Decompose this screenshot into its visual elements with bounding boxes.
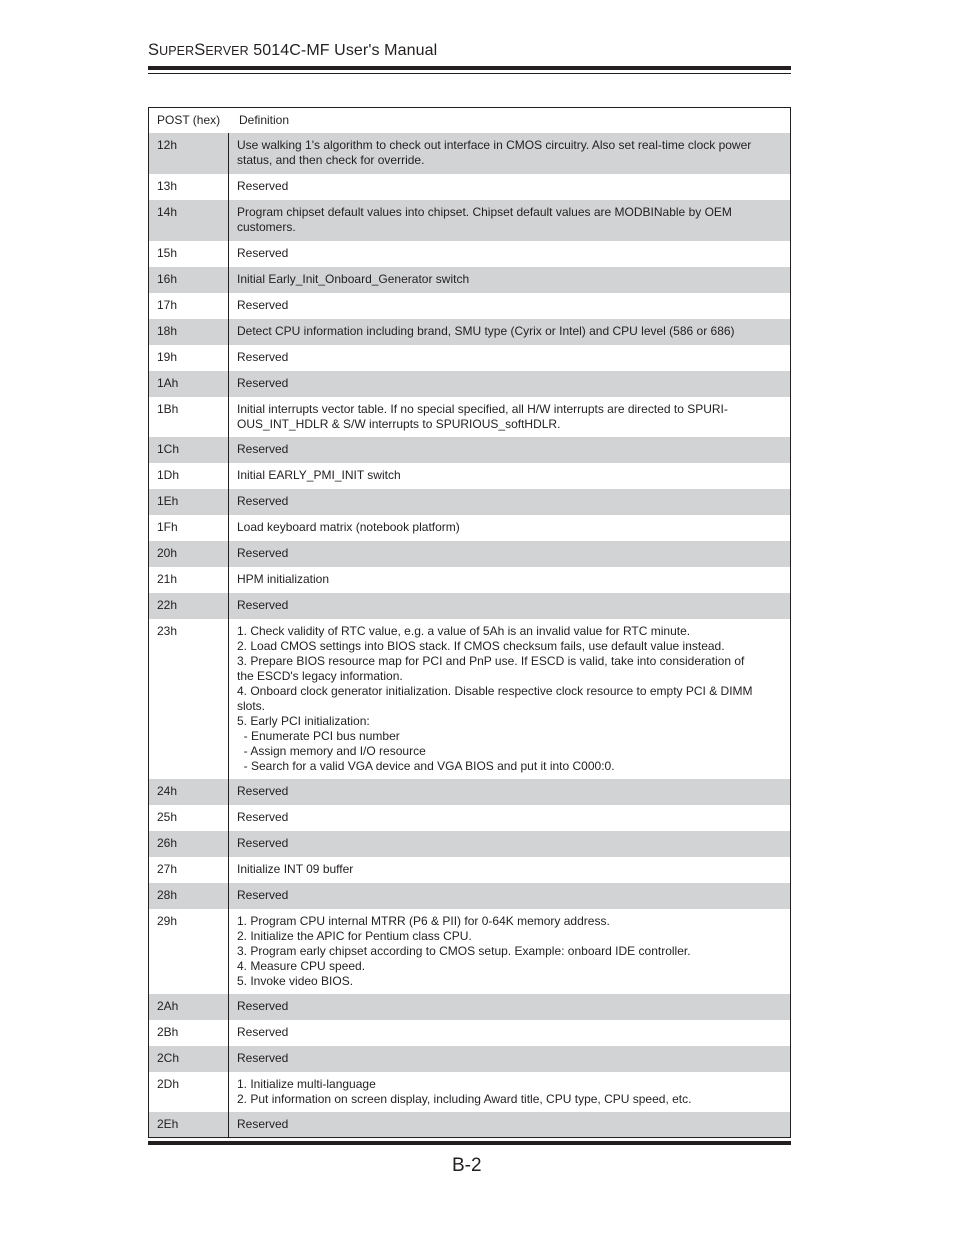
post-code-cell: 24h — [149, 779, 229, 805]
definition-line: customers. — [237, 220, 296, 234]
definition-line: 5. Invoke video BIOS. — [237, 974, 354, 988]
table-row — [149, 857, 790, 883]
page-header-title — [148, 41, 437, 60]
definition-cell — [229, 805, 790, 831]
post-code-cell: 1Ah — [149, 371, 229, 397]
definition-line: Reserved — [237, 1051, 289, 1065]
definition-cell — [229, 319, 790, 345]
definition-line: 2. Load CMOS settings into BIOS stack. If CMOS checksum fails, use default value instead. — [237, 639, 725, 653]
post-code-cell: 26h — [149, 831, 229, 857]
definition-cell — [229, 593, 790, 619]
table-row — [149, 200, 790, 241]
post-code-cell: 15h — [149, 241, 229, 267]
post-code-cell: 28h — [149, 883, 229, 909]
table-row — [149, 319, 790, 345]
definition-cell — [229, 1072, 790, 1112]
definition-line: Reserved — [237, 442, 289, 456]
definition-line: OUS_INT_HDLR & S/W interrupts to SPURIOUS_softHDLR. — [237, 417, 561, 431]
table-row — [149, 541, 790, 567]
definition-line: 2. Initialize the APIC for Pentium class CPU. — [237, 929, 472, 943]
definition-line: 1. Initialize multi-language — [237, 1077, 376, 1091]
definition-line: Initial Early_Init_Onboard_Generator switch — [237, 272, 470, 286]
header-rule-thick — [148, 66, 791, 70]
definition-line: Initial interrupts vector table. If no special specified, all H/W interrupts are directed to SPURI- — [237, 402, 728, 416]
table-row — [149, 619, 790, 779]
definition-line: Program chipset default values into chipset. Chipset default values are MODBINable by OEM — [237, 205, 732, 219]
definition-line: Reserved — [237, 836, 289, 850]
table-row — [149, 174, 790, 200]
table-row — [149, 1072, 790, 1112]
post-code-cell: 12h — [149, 133, 229, 174]
post-code-cell: 2Ch — [149, 1046, 229, 1072]
table-row — [149, 909, 790, 994]
table-row — [149, 1046, 790, 1072]
post-code-cell: 23h — [149, 619, 229, 779]
post-code-cell: 16h — [149, 267, 229, 293]
footer-rule-thin — [148, 1137, 791, 1138]
definition-line: Initial EARLY_PMI_INIT switch — [237, 468, 401, 482]
definition-cell — [229, 397, 790, 437]
definition-line: Reserved — [237, 246, 289, 260]
definition-line: 4. Onboard clock generator initialization. Disable respective clock resource to empty PCI & DIMM — [237, 684, 753, 698]
definition-cell — [229, 541, 790, 567]
definition-cell — [229, 831, 790, 857]
definition-cell — [229, 994, 790, 1020]
definition-line: 5. Early PCI initialization: — [237, 714, 370, 728]
post-code-cell: 1Dh — [149, 463, 229, 489]
definition-line: 1. Program CPU internal MTRR (P6 & PII) for 0-64K memory address. — [237, 914, 610, 928]
definition-line: HPM initialization — [237, 572, 330, 586]
definition-cell — [229, 619, 790, 779]
definition-line: Initialize INT 09 buffer — [237, 862, 354, 876]
post-code-cell: 22h — [149, 593, 229, 619]
column-header-definition: Definition — [239, 113, 290, 127]
definition-cell — [229, 909, 790, 994]
definition-line: - Enumerate PCI bus number — [237, 729, 400, 743]
post-code-cell: 14h — [149, 200, 229, 241]
header-rule-thin — [148, 73, 791, 74]
table-row — [149, 397, 790, 437]
table-row — [149, 437, 790, 463]
definition-line: Reserved — [237, 888, 289, 902]
definition-line: Reserved — [237, 376, 289, 390]
table-row — [149, 293, 790, 319]
post-code-cell: 1Ch — [149, 437, 229, 463]
definition-cell — [229, 1046, 790, 1072]
header-title-part: UPER — [159, 44, 195, 58]
definition-line: 4. Measure CPU speed. — [237, 959, 366, 973]
definition-line: Reserved — [237, 179, 289, 193]
table-row — [149, 267, 790, 293]
post-code-cell: 1Fh — [149, 515, 229, 541]
table-row — [149, 831, 790, 857]
definition-line: 3. Prepare BIOS resource map for PCI and PnP use. If ESCD is valid, take into consideration of — [237, 654, 745, 668]
definition-line: Reserved — [237, 598, 289, 612]
post-code-cell: 2Bh — [149, 1020, 229, 1046]
definition-cell — [229, 200, 790, 241]
table-row — [149, 805, 790, 831]
definition-cell — [229, 437, 790, 463]
definition-line: Reserved — [237, 298, 289, 312]
column-header-post-hex: POST (hex) — [157, 113, 221, 127]
definition-cell — [229, 567, 790, 593]
definition-line: slots. — [237, 699, 266, 713]
definition-line: - Search for a valid VGA device and VGA BIOS and put it into C000:0. — [237, 759, 615, 773]
table-row — [149, 241, 790, 267]
post-codes-table — [148, 107, 791, 1138]
table-row — [149, 567, 790, 593]
definition-line: Reserved — [237, 546, 289, 560]
header-title-part: 5014C-MF User's Manual — [248, 42, 438, 59]
table-row — [149, 371, 790, 397]
definition-cell — [229, 779, 790, 805]
post-code-cell: 2Dh — [149, 1072, 229, 1112]
post-code-cell: 13h — [149, 174, 229, 200]
definition-cell — [229, 515, 790, 541]
table-row — [149, 593, 790, 619]
post-code-cell: 2Ah — [149, 994, 229, 1020]
table-row — [149, 994, 790, 1020]
post-code-cell: 17h — [149, 293, 229, 319]
definition-line: Reserved — [237, 1025, 289, 1039]
definition-line: the ESCD's legacy information. — [237, 669, 403, 683]
definition-line: Reserved — [237, 810, 289, 824]
definition-cell — [229, 463, 790, 489]
table-row — [149, 345, 790, 371]
post-code-cell: 1Bh — [149, 397, 229, 437]
definition-cell — [229, 857, 790, 883]
definition-line: Load keyboard matrix (notebook platform) — [237, 520, 460, 534]
post-code-cell: 27h — [149, 857, 229, 883]
definition-line: 1. Check validity of RTC value, e.g. a value of 5Ah is an invalid value for RTC minute. — [237, 624, 691, 638]
table-row — [149, 1112, 790, 1137]
table-row — [149, 463, 790, 489]
definition-cell — [229, 489, 790, 515]
definition-line: Detect CPU information including brand, SMU type (Cyrix or Intel) and CPU level (586 or 686) — [237, 324, 735, 338]
post-code-cell: 1Eh — [149, 489, 229, 515]
header-title-part: S — [194, 41, 206, 59]
definition-line: Reserved — [237, 1117, 289, 1131]
post-code-cell: 19h — [149, 345, 229, 371]
post-code-cell: 20h — [149, 541, 229, 567]
table-row — [149, 779, 790, 805]
table-row — [149, 1020, 790, 1046]
definition-line: Reserved — [237, 999, 289, 1013]
definition-cell — [229, 883, 790, 909]
definition-line: Reserved — [237, 784, 289, 798]
header-title-part: ERVER — [205, 44, 249, 58]
definition-line: - Assign memory and I/O resource — [237, 744, 426, 758]
definition-line: status, and then check for override. — [237, 153, 425, 167]
definition-line: 3. Program early chipset according to CMOS setup. Example: onboard IDE controller. — [237, 944, 691, 958]
table-row — [149, 883, 790, 909]
definition-line: Reserved — [237, 494, 289, 508]
table-row — [149, 133, 790, 174]
definition-cell — [229, 267, 790, 293]
post-code-cell: 21h — [149, 567, 229, 593]
post-code-cell: 29h — [149, 909, 229, 994]
definition-cell — [229, 371, 790, 397]
definition-cell — [229, 174, 790, 200]
page-number: B-2 — [452, 1155, 482, 1176]
definition-cell — [229, 293, 790, 319]
table-body — [149, 133, 790, 1137]
definition-cell — [229, 133, 790, 174]
definition-line: 2. Put information on screen display, including Award title, CPU type, CPU speed, etc. — [237, 1092, 692, 1106]
definition-cell — [229, 241, 790, 267]
table-row — [149, 515, 790, 541]
table-header-row — [149, 108, 790, 133]
definition-cell — [229, 1112, 790, 1137]
post-code-cell: 18h — [149, 319, 229, 345]
table-row — [149, 489, 790, 515]
post-code-cell: 25h — [149, 805, 229, 831]
definition-cell — [229, 1020, 790, 1046]
footer-rule-thick — [148, 1141, 791, 1145]
post-code-cell: 2Eh — [149, 1112, 229, 1137]
definition-line: Reserved — [237, 350, 289, 364]
definition-cell — [229, 345, 790, 371]
definition-line: Use walking 1's algorithm to check out interface in CMOS circuitry. Also set real-time clock power — [237, 138, 752, 152]
header-title-part: S — [148, 41, 160, 59]
